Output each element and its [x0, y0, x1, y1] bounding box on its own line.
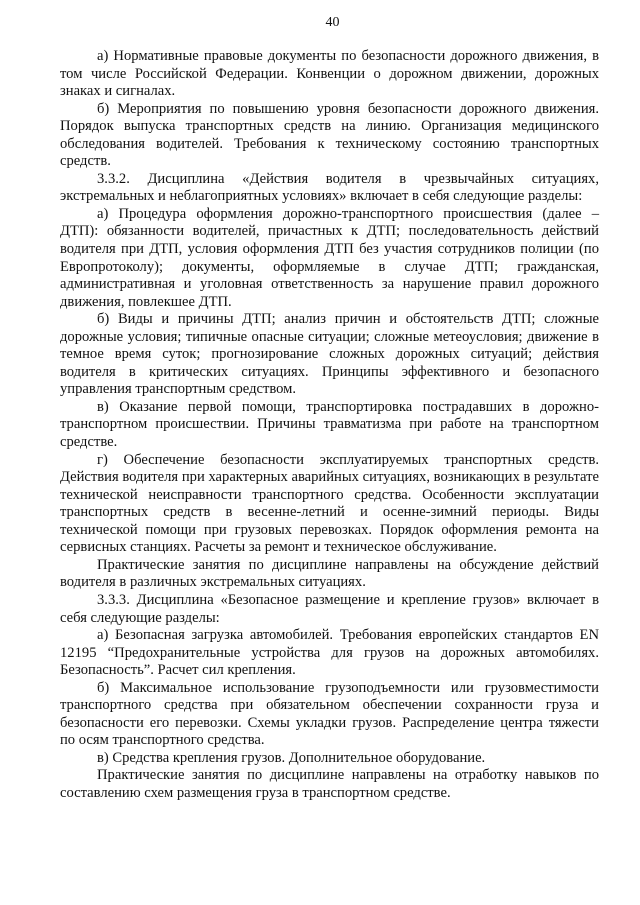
paragraph-safe-loading: а) Безопасная загрузка автомобилей. Требования европейских стандартов EN 12195 “Предохранительные устройства для грузов на дорожных автомобилях. Безопасность”. Расчет сил крепления. — [60, 627, 599, 679]
paragraph-safety-measures: б) Мероприятия по повышению уровня безопасности дорожного движения. Порядок выпуска транспортных средств на линию. Организация медицинского обследования водителей. Требования к техническому состоянию транспортных средств. — [60, 100, 599, 170]
paragraph-section-3-3-2: 3.3.2. Дисциплина «Действия водителя в чрезвычайных ситуациях, экстремальных и неблагоприятных условиях» включает в себя следующие разделы: — [60, 170, 599, 205]
paragraph-vehicle-safety: г) Обеспечение безопасности эксплуатируемых транспортных средств. Действия водителя при характерных аварийных ситуациях, возникающих в результате технической неисправности транспортного средства. Особенности эксплуатации транспортных средств в весенне-летний и осенне-зимний периоды. Виды технической помощи при грузовых перевозках. Порядок оформления ремонта на сервисных станциях. Расчеты за ремонт и техническое обслуживание. — [60, 451, 599, 556]
paragraph-securing-means: в) Средства крепления грузов. Дополнительное оборудование. — [97, 749, 486, 766]
paragraph-accident-procedure: а) Процедура оформления дорожно-транспортного происшествия (далее – ДТП): обязанности водителей, причастных к ДТП; последовательность действий водителя при ДТП, условия оформления ДТП без участия сотрудников полиции (по Европротоколу); документы, оформляемые в случае ДТП; гражданская, административная и уголовная ответственность за нарушение правил дорожного движения, повлекшее ДТП. — [60, 205, 599, 310]
paragraph-max-capacity: б) Максимальное использование грузоподъемности или грузовместимости транспортного средства при обязательном обеспечении сохранности груза и безопасности его перевозки. Схемы укладки грузов. Распределение центра тяжести по осям транспортного средства. — [60, 679, 599, 749]
paragraph-section-3-3-3: 3.3.3. Дисциплина «Безопасное размещение и крепление грузов» включает в себя следующие разделы: — [60, 591, 599, 626]
paragraph-practical-lessons-1: Практические занятия по дисциплине направлены на обсуждение действий водителя в различных экстремальных ситуациях. — [60, 556, 599, 591]
paragraph-normative-documents: а) Нормативные правовые документы по безопасности дорожного движения, в том числе Российской Федерации. Конвенции о дорожном движении, дорожных знаках и сигналах. — [60, 48, 599, 100]
paragraph-first-aid: в) Оказание первой помощи, транспортировка пострадавших в дорожно-транспортном происшествии. Причины травматизма при работе на транспортном средстве. — [60, 398, 599, 451]
paragraph-practical-lessons-2: Практические занятия по дисциплине направлены на отработку навыков по составлению схем размещения груза в транспортном средстве. — [60, 767, 599, 801]
page-number: 40 — [325, 15, 340, 30]
document-body — [60, 48, 599, 803]
paragraph-accident-causes: б) Виды и причины ДТП; анализ причин и обстоятельств ДТП; сложные дорожные условия; типичные опасные ситуации; сложные метеоусловия; движение в темное время суток; прогнозирование сложных дорожных ситуаций; действия водителя в критических ситуациях. Принципы эффективного и безопасного управления транспортным средством. — [60, 311, 599, 398]
